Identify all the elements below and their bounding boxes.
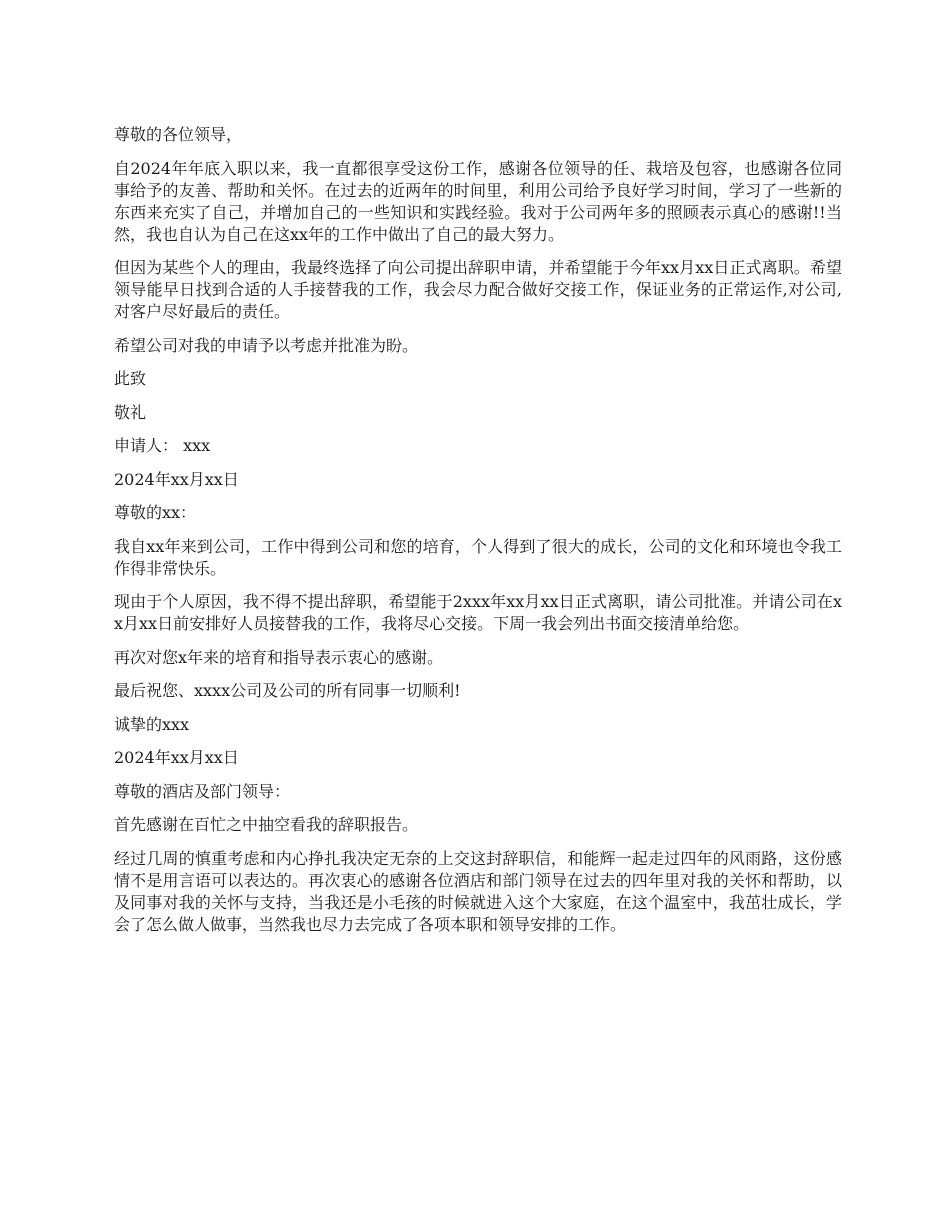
closing-line: 敬礼 <box>114 402 147 422</box>
body-paragraph: 现由于个人原因，我不得不提出辞职，希望能于2xxx年xx月xx日正式离职，请公司批准。并请公司在xx月xx日前安排好人员接替我的工作，我将尽心交接。下周一我会列出书面交接清单给您。 <box>114 592 842 633</box>
body-paragraph: 再次对您x年来的培育和指导表示衷心的感谢。 <box>114 647 444 667</box>
body-paragraph: 希望公司对我的申请予以考虑并批准为盼。 <box>114 335 419 355</box>
signature-line: 申请人： xxx <box>114 436 211 455</box>
body-paragraph: 但因为某些个人的理由，我最终选择了向公司提出辞职申请，并希望能于今年xx月xx日正式离职。希望领导能早日找到合适的人手接替我的工作，我会尽力配合做好交接工作，保证业务的正常运作,对公司,对客户尽好最后的责任。 <box>114 258 842 321</box>
date-line: 2024年xx月xx日 <box>114 469 239 489</box>
date-line: 2024年xx月xx日 <box>114 748 239 767</box>
signature-line: 诚挚的xxx <box>114 714 190 734</box>
body-paragraph: 首先感谢在百忙之中抽空看我的辞职报告。 <box>114 815 419 834</box>
body-paragraph: 经过几周的慎重考虑和内心挣扎我决定无奈的上交这封辞职信，和能辉一起走过四年的风雨路，这份感情不是用言语可以表达的。再次衷心的感谢各位酒店和部门领导在过去的四年里对我的关怀和帮助，以及同事对我的关怀与支持，当我还是小毛孩的时候就进入这个大家庭，在这个温室中，我茁壮成长，学会了怎么做人做事，当然我也尽力去完成了各项本职和领导安排的工作。 <box>114 848 842 934</box>
closing-line: 此致 <box>114 369 147 388</box>
body-paragraph: 我自xx年来到公司，工作中得到公司和您的培育，个人得到了很大的成长，公司的文化和环境也令我工作得非常快乐。 <box>114 536 842 578</box>
salutation: 尊敬的xx： <box>114 503 197 522</box>
salutation: 尊敬的酒店及部门领导： <box>114 781 291 801</box>
body-paragraph: 最后祝您、xxxx公司及公司的所有同事一切顺利! <box>114 681 461 700</box>
body-paragraph: 自2024年年底入职以来，我一直都很享受这份工作，感谢各位领导的任、栽培及包容，也感谢各位同事给予的友善、帮助和关怀。在过去的近两年的时间里，利用公司给予良好学习时间，学习了一些新的东西来充实了自己，并增加自己的一些知识和实践经验。我对于公司两年多的照顾表示真心的感谢!!当然，我也自认为自己在这xx年的工作中做出了自己的最大努力。 <box>114 158 842 244</box>
salutation: 尊敬的各位领导， <box>114 125 243 144</box>
document-body <box>114 124 842 947</box>
